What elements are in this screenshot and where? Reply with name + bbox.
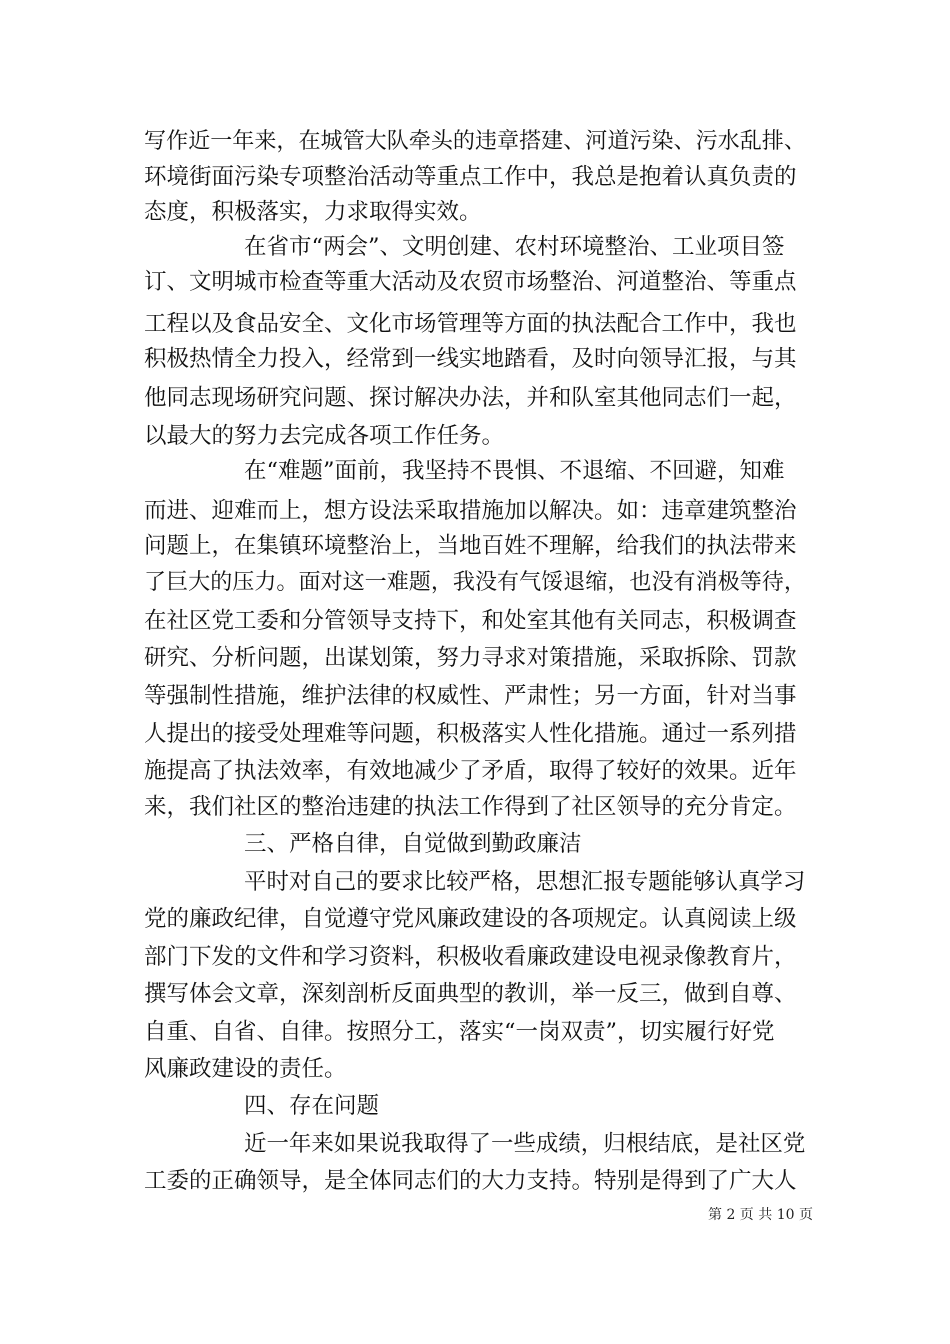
text-line: 撰写体会文章，深刻剖析反面典型的教训，举一反三，做到自尊、	[144, 981, 797, 1007]
text-line: 自重、自省、自律。按照分工，落实“一岗双责”，切实履行好党	[144, 1019, 775, 1045]
text-line: 在省市“两会”、文明创建、农村环境整治、工业项目签	[244, 234, 785, 260]
text-line: 等强制性措施，维护法律的权威性、严肃性；另一方面，针对当事	[144, 683, 797, 709]
text-line: 在社区党工委和分管领导支持下，和处室其他有关同志，积极调查	[144, 608, 797, 634]
text-line: 人提出的接受处理难等问题，积极落实人性化措施。通过一系列措	[144, 721, 797, 747]
page-number-footer: 第 2 页 共 10 页	[708, 1207, 813, 1223]
text-line: 风廉政建设的责任。	[144, 1056, 347, 1082]
text-line: 写作近一年来，在城管大队牵头的违章搭建、河道污染、污水乱排、	[144, 129, 806, 154]
text-line: 环境街面污染专项整治活动等重点工作中，我总是抱着认真负责的	[144, 164, 797, 190]
text-line: 订、文明城市检查等重大活动及农贸市场整治、河道整治、等重点	[144, 269, 797, 295]
text-line: 平时对自己的要求比较严格，思想汇报专题能够认真学习	[244, 869, 806, 895]
text-line: 而进、迎难而上，想方设法采取措施加以解决。如：违章建筑整治	[144, 498, 797, 524]
text-line: 来，我们社区的整治违建的执法工作得到了社区领导的充分肯定。	[144, 794, 797, 820]
text-line: 积极热情全力投入，经常到一线实地踏看，及时向领导汇报，与其	[144, 346, 797, 372]
text-line: 施提高了执法效率，有效地减少了矛盾，取得了较好的效果。近年	[144, 758, 797, 784]
section-heading: 三、严格自律，自觉做到勤政廉洁	[244, 831, 582, 857]
text-line: 在“难题”面前，我坚持不畏惧、不退缩、不回避，知难	[244, 458, 785, 484]
text-line: 他同志现场研究问题、探讨解决办法，并和队室其他同志们一起，	[144, 385, 797, 411]
text-line: 态度，积极落实，力求取得实效。	[144, 199, 482, 225]
text-line: 部门下发的文件和学习资料，积极收看廉政建设电视录像教育片，	[144, 944, 797, 970]
text-line: 研究、分析问题，出谋划策，努力寻求对策措施，采取拆除、罚款	[144, 645, 797, 671]
text-line: 工委的正确领导，是全体同志们的大力支持。特别是得到了广大人	[144, 1168, 797, 1194]
text-line: 问题上，在集镇环境整治上，当地百姓不理解，给我们的执法带来	[144, 533, 797, 559]
text-line: 工程以及食品安全、文化市场管理等方面的执法配合工作中，我也	[144, 311, 797, 337]
text-line: 党的廉政纪律，自觉遵守党风廉政建设的各项规定。认真阅读上级	[144, 906, 797, 932]
section-heading: 四、存在问题	[244, 1093, 380, 1119]
text-line: 了巨大的压力。面对这一难题，我没有气馁退缩，也没有消极等待，	[144, 570, 806, 595]
text-line: 以最大的努力去完成各项工作任务。	[144, 423, 505, 449]
text-line: 近一年来如果说我取得了一些成绩，归根结底，是社区党	[244, 1131, 806, 1157]
